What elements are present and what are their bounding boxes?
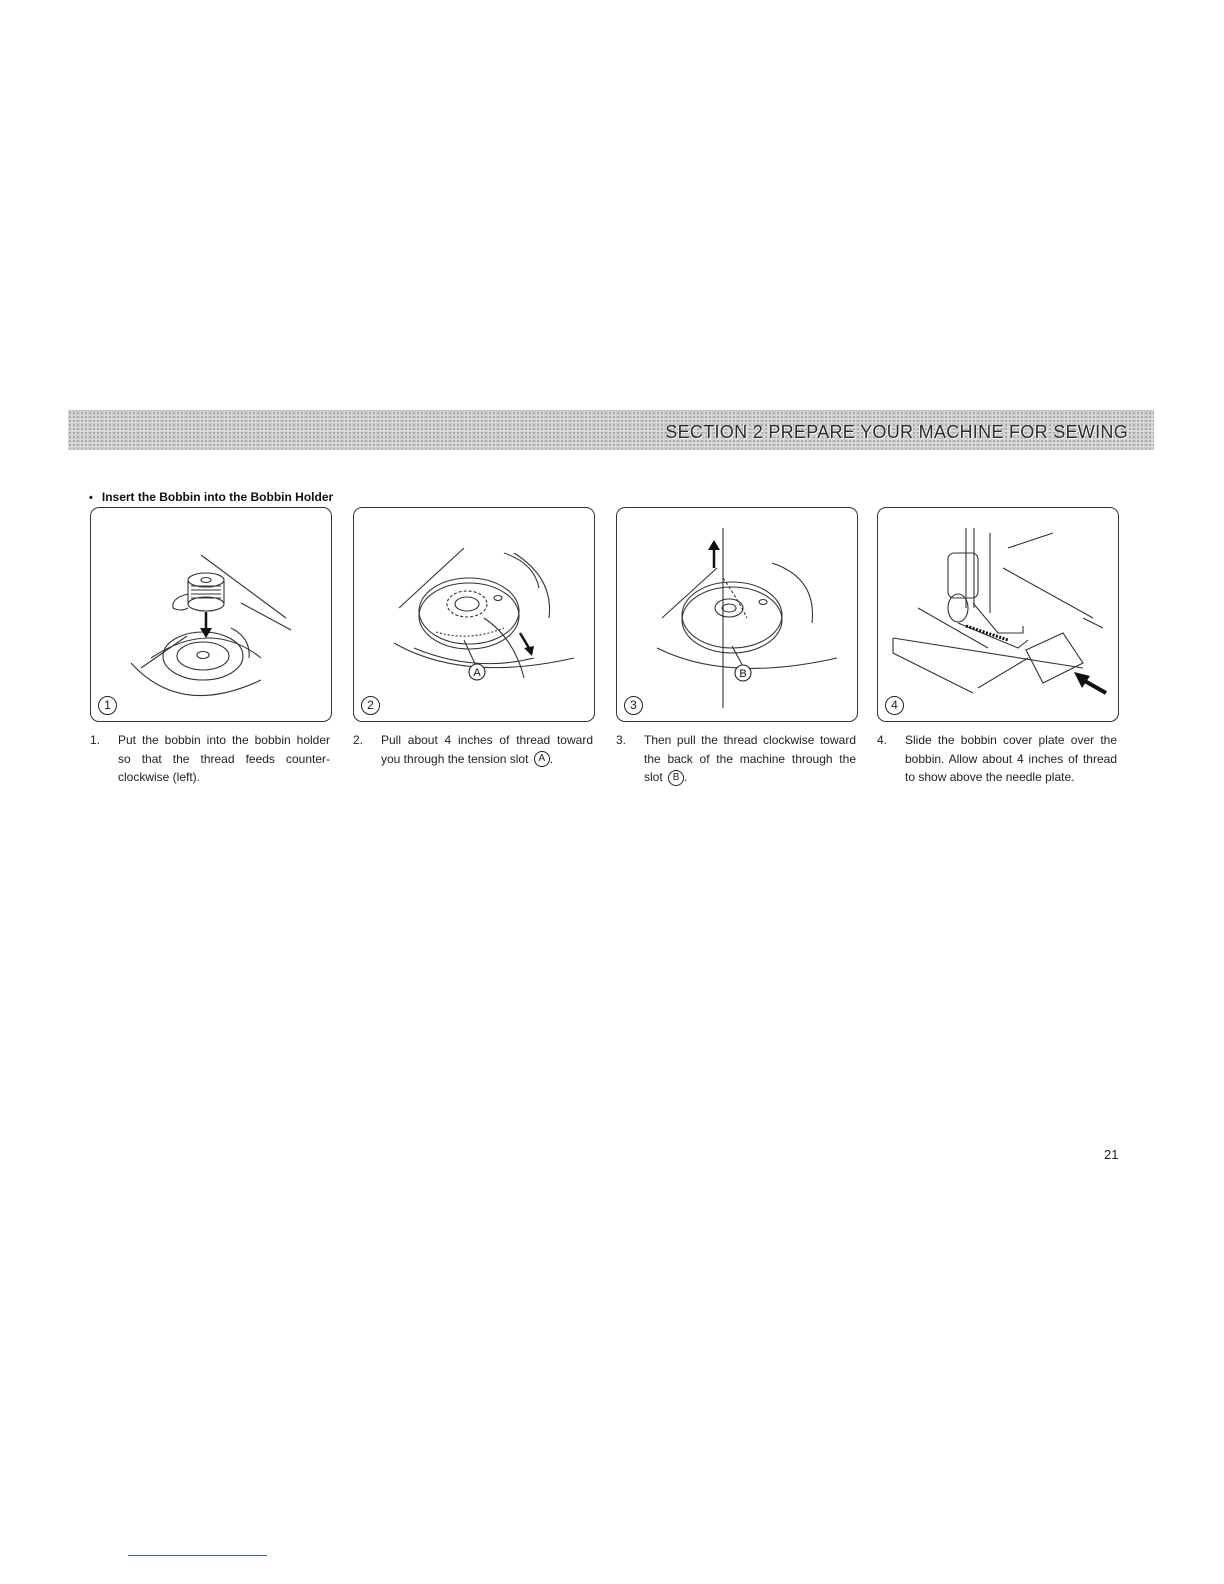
label-b: B xyxy=(739,668,747,680)
illustration-step-4 xyxy=(877,507,1119,722)
step-2-trail: . xyxy=(549,751,554,766)
illustration-step-2 xyxy=(353,507,595,722)
step-4-caption xyxy=(877,731,1117,787)
cover-plate-illustration xyxy=(878,508,1118,721)
step-2-badge: 2 xyxy=(361,696,380,715)
illustration-step-3 xyxy=(616,507,858,722)
step-3-caption xyxy=(616,731,856,787)
step-2-caption xyxy=(353,731,593,768)
step-1-text: Put the bobbin into the bobbin holder so that the thread feeds counter-clockwise (left). xyxy=(118,733,330,784)
step-3-text-wrap xyxy=(644,731,856,787)
step-2-text: Pull about 4 inches of thread toward you through the tension slot xyxy=(381,733,593,766)
heading-text: Insert the Bobbin into the Bobbin Holder xyxy=(101,490,334,504)
step-1-caption xyxy=(90,731,330,787)
step-3-ref-badge: B xyxy=(668,770,684,786)
label-a: A xyxy=(473,667,481,679)
step-2-ref-badge: A xyxy=(534,751,550,767)
step-2-number: 2. xyxy=(353,733,364,747)
illustration-step-1 xyxy=(90,507,332,722)
instruction-heading xyxy=(89,490,333,504)
step-4-badge: 4 xyxy=(885,696,904,715)
thread-slot-illustration xyxy=(617,508,857,721)
step-2-text-wrap xyxy=(381,731,593,768)
step-1-badge: 1 xyxy=(98,696,117,715)
bobbin-insert-illustration xyxy=(91,508,331,721)
step-4-text: Slide the bobbin cover plate over the bobbin. Allow about 4 inches of thread to show above the needle plate. xyxy=(905,733,1117,784)
step-4-number: 4. xyxy=(877,733,888,747)
step-3-text: Then pull the thread clockwise toward the back of the machine through the slot xyxy=(644,733,856,784)
step-1-number: 1. xyxy=(90,733,101,747)
tension-slot-illustration xyxy=(354,508,594,721)
step-3-trail: . xyxy=(684,770,688,784)
section-title: SECTION 2 PREPARE YOUR MACHINE FOR SEWING xyxy=(665,422,1128,442)
section-header-band xyxy=(68,410,1154,450)
bottom-rule xyxy=(128,1555,267,1556)
page-number: 21 xyxy=(1104,1147,1119,1162)
step-3-number: 3. xyxy=(616,733,627,747)
heading-bullet: • xyxy=(89,492,93,504)
step-3-badge: 3 xyxy=(624,696,643,715)
